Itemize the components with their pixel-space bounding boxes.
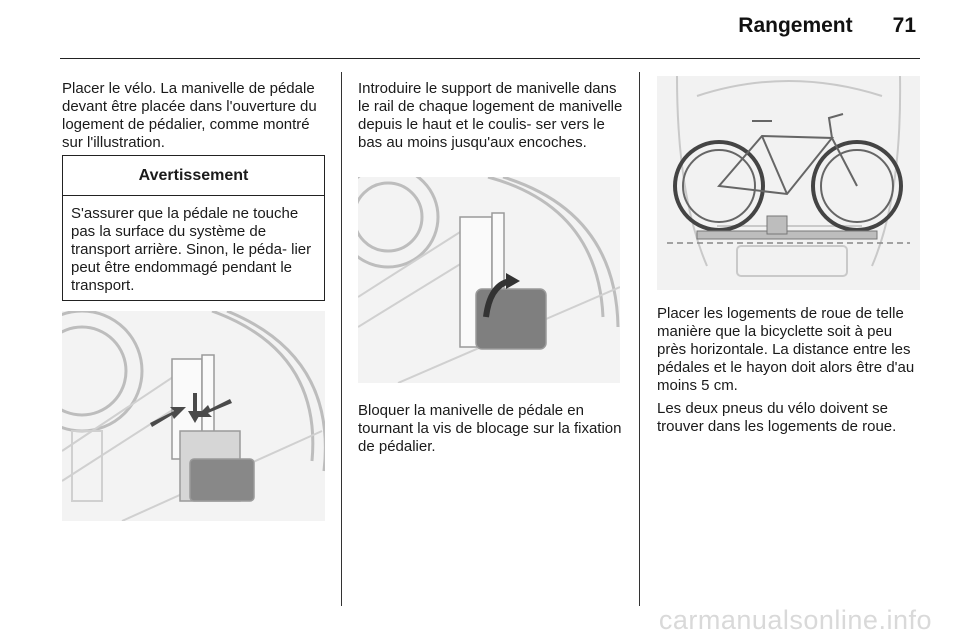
warning-box [62,155,325,301]
figure-pedal-mount [62,311,325,521]
page-number: 71 [892,14,916,37]
header-rule [60,58,920,59]
column-divider-2 [639,72,640,606]
section-title: Rangement [738,14,853,37]
page-header [738,14,916,38]
instruction-insert-support: Introduire le support de manivelle dans le rail de chaque logement de manivelle depuis le haut et le coulis- ser vers le bas au moins jusqu'aux encoches. [358,80,623,151]
figure-crank-support [358,177,620,383]
pedal-mount-illustration [62,311,325,521]
figure-bike-on-carrier [657,76,920,290]
watermark: carmanualsonline.info [658,605,932,635]
instruction-tyres: Les deux pneus du vélo doivent se trouver dans les logements de roue. [657,400,897,435]
warning-title: Avertissement [63,156,324,196]
crank-support-illustration [358,177,620,383]
bike-carrier-illustration [657,76,920,290]
warning-text: S'assurer que la pédale ne touche pas la surface du système de transport arrière. Sinon, le péda- lier peut être endommagé pendant le transport. [71,205,312,294]
instruction-wheel-holders: Placer les logements de roue de telle manière que la bicyclette soit à peu près horizontale. La distance entre les pédales et le hayon doit alors être d'au moins 5 cm. [657,305,915,394]
intro-paragraph: Placer le vélo. La manivelle de pédale devant être placée dans l'ouverture du logement de pédalier, comme montré sur l'illustration. [62,80,317,151]
instruction-lock-crank: Bloquer la manivelle de pédale en tournant la vis de blocage sur la fixation de pédalier. [358,402,622,455]
column-divider-1 [341,72,342,606]
